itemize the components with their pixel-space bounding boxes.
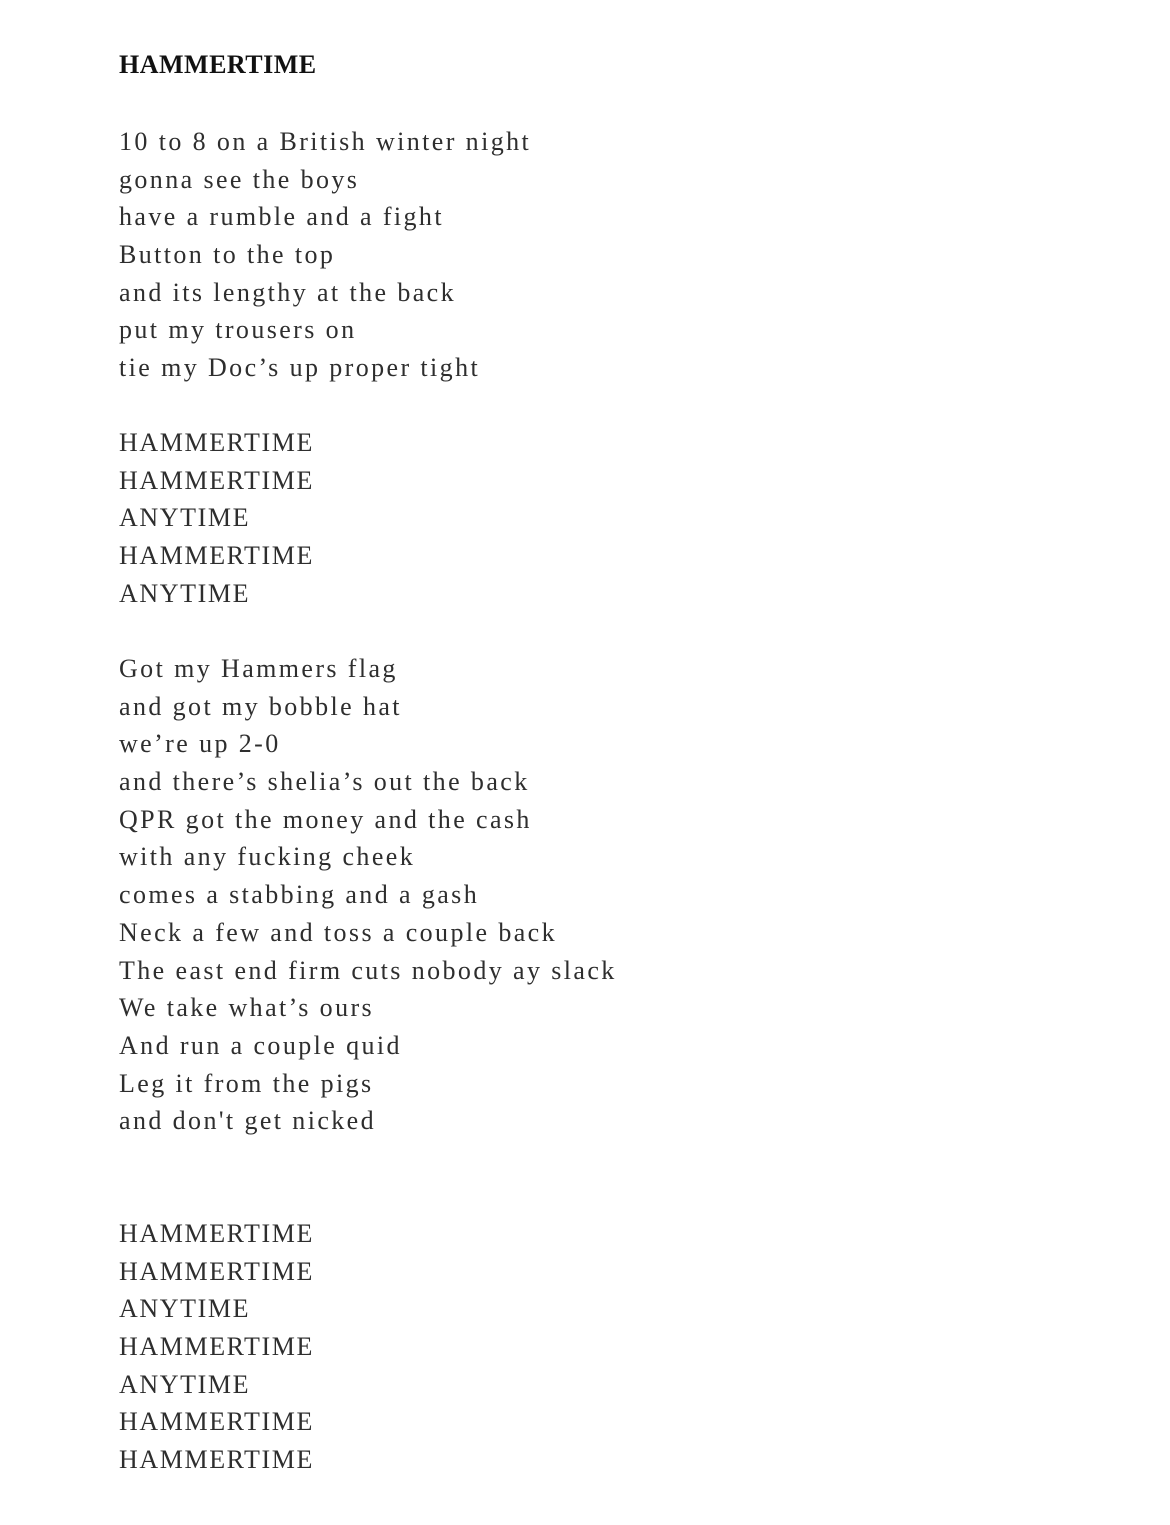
verse-line: QPR got the money and the cash: [119, 804, 532, 834]
verse-line: have a rumble and a fight: [119, 202, 444, 232]
verse-line: Got my Hammers flag: [119, 654, 398, 683]
chorus-line: ANYTIME: [119, 1369, 251, 1399]
verse-line: We take what’s ours: [119, 993, 375, 1023]
chorus-2: [119, 1215, 314, 1479]
verse-1: [119, 123, 531, 387]
chorus-1: [119, 424, 314, 612]
chorus-line: HAMMERTIME: [119, 1407, 314, 1437]
verse-line: And run a couple quid: [119, 1030, 402, 1060]
verse-2: [119, 650, 617, 1140]
verse-line: gonna see the boys: [119, 164, 360, 194]
chorus-line: HAMMERTIME: [119, 1445, 314, 1475]
verse-line: tie my Doc’s up proper tight: [119, 353, 481, 383]
verse-line: 10 to 8 on a British winter night: [119, 127, 532, 156]
verse-line: and don't get nicked: [119, 1106, 377, 1136]
verse-line: comes a stabbing and a gash: [119, 880, 480, 910]
verse-line: and got my bobble hat: [119, 691, 402, 721]
verse-line: The east end firm cuts nobody ay slack: [119, 955, 617, 985]
chorus-line: ANYTIME: [119, 503, 251, 533]
chorus-line: HAMMERTIME: [119, 1256, 314, 1286]
chorus-line: HAMMERTIME: [119, 428, 314, 457]
verse-line: Leg it from the pigs: [119, 1068, 374, 1098]
verse-line: and there’s shelia’s out the back: [119, 767, 530, 797]
verse-line: Neck a few and toss a couple back: [119, 917, 557, 947]
chorus-line: HAMMERTIME: [119, 465, 314, 495]
chorus-line: ANYTIME: [119, 578, 251, 608]
verse-line: put my trousers on: [119, 315, 357, 345]
verse-line: and its lengthy at the back: [119, 277, 457, 307]
verse-line: Button to the top: [119, 240, 336, 270]
document-title: HAMMERTIME: [119, 50, 317, 79]
chorus-line: ANYTIME: [119, 1294, 251, 1324]
chorus-line: HAMMERTIME: [119, 541, 314, 571]
chorus-line: HAMMERTIME: [119, 1332, 314, 1362]
verse-line: we’re up 2-0: [119, 729, 281, 759]
chorus-line: HAMMERTIME: [119, 1219, 314, 1248]
verse-line: with any fucking cheek: [119, 842, 416, 872]
